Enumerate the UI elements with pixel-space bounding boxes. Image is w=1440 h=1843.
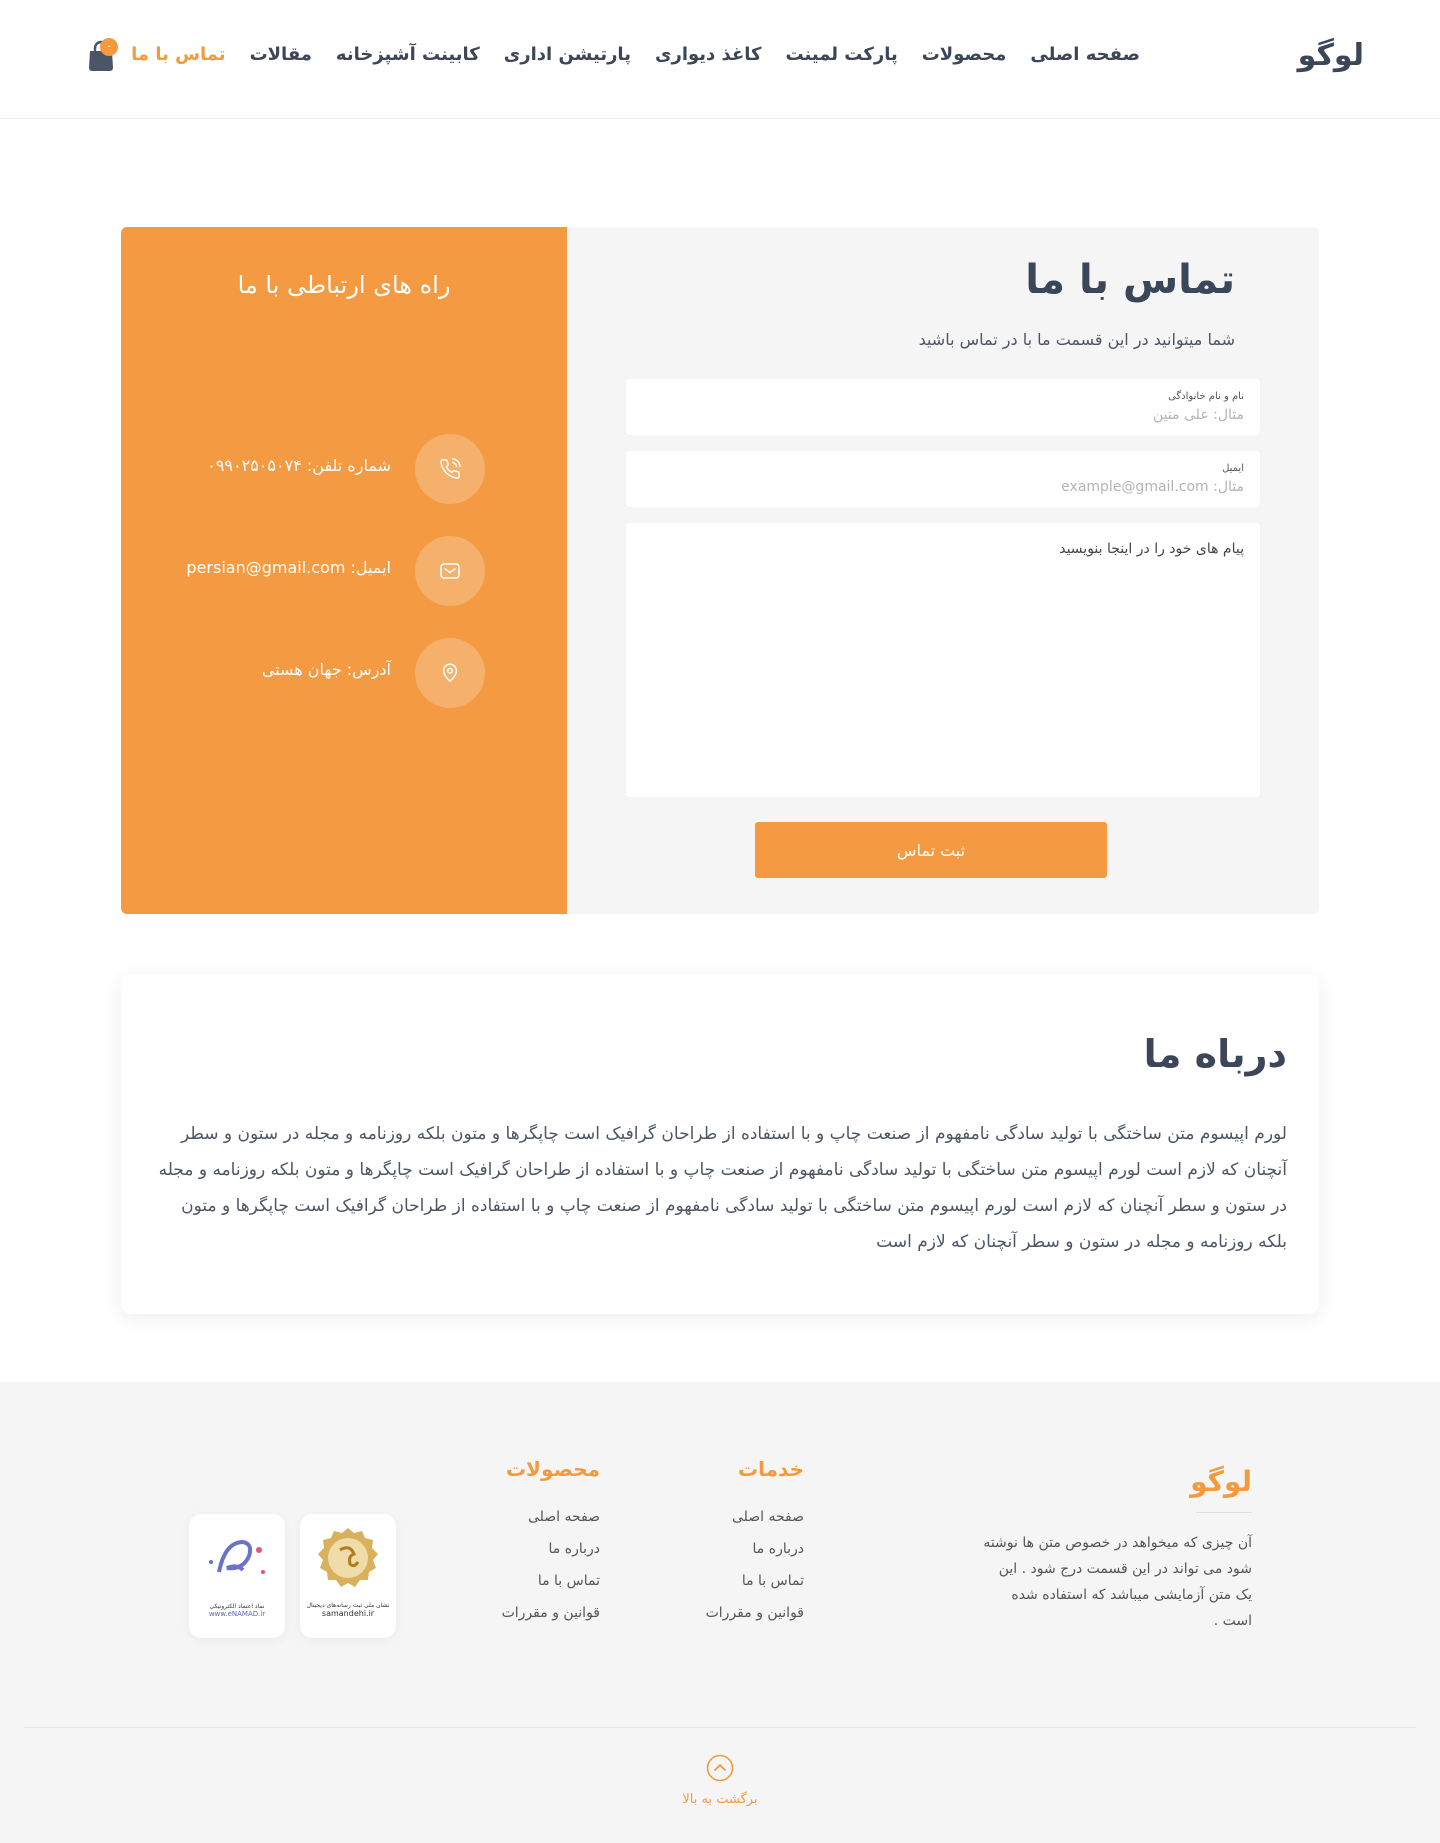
footer-logo[interactable]: لوگو <box>1190 1465 1252 1498</box>
site-logo[interactable]: لوگو <box>1297 38 1364 73</box>
submit-button[interactable]: ثبت تماس <box>755 822 1107 878</box>
nav-wallpaper[interactable]: کاغذ دیواری <box>654 44 762 65</box>
nav-kitchen-cabinet[interactable]: کابینت آشپزخانه <box>335 44 480 65</box>
email-icon-circle <box>415 536 485 606</box>
footer-services-column <box>706 1457 804 1637</box>
address-icon-circle <box>415 638 485 708</box>
main-nav <box>131 44 1140 65</box>
cart-button[interactable] <box>80 40 116 76</box>
contact-form <box>567 227 1319 914</box>
contact-title: تماس با ما <box>1025 257 1235 303</box>
nav-home[interactable]: صفحه اصلی <box>1030 44 1140 65</box>
email-row <box>121 536 567 608</box>
footer-description: آن چیزی که میخواهد در خصوص متن ها نوشته شود می تواند در این قسمت درج شود . این یک متن آزمایشی میباشد که استفاده شده است . <box>983 1535 1252 1629</box>
footer-products-column <box>502 1457 600 1637</box>
address-row <box>121 638 567 710</box>
about-section <box>121 974 1319 1314</box>
site-header <box>0 0 1440 119</box>
footer-services-title: خدمات <box>738 1457 804 1481</box>
about-title: درباه ما <box>1143 1032 1287 1076</box>
address-text: آدرس: جهان هستی <box>261 660 391 679</box>
footer-products-link[interactable]: تماس با ما <box>537 1573 600 1589</box>
contact-subtitle: شما میتوانید در این قسمت ما با در تماس باشید <box>918 330 1235 349</box>
name-field[interactable] <box>626 379 1260 435</box>
chevron-up-circle-icon <box>706 1754 734 1782</box>
name-input[interactable] <box>644 407 1244 423</box>
footer-products-link[interactable]: درباره ما <box>548 1541 600 1557</box>
footer-divider <box>24 1727 1416 1728</box>
nav-products[interactable]: محصولات <box>921 44 1007 65</box>
footer-products-link[interactable]: صفحه اصلی <box>527 1509 600 1525</box>
enamad-caption: نماد اعتماد الکترونیکی www.eNAMAD.ir <box>208 1603 266 1618</box>
email-input[interactable] <box>644 479 1244 495</box>
footer-logo-divider <box>1196 1512 1252 1513</box>
email-text: ایمیل: persian@gmail.com <box>186 558 391 577</box>
contact-info-panel <box>121 227 567 914</box>
nav-office-partition[interactable]: پارتیشن اداری <box>503 44 631 65</box>
back-to-top-label: برگشت به بالا <box>682 1792 758 1807</box>
back-to-top-button[interactable] <box>660 1754 780 1807</box>
samandehi-seal-icon <box>300 1514 396 1604</box>
message-textarea[interactable] <box>626 523 1260 797</box>
site-footer <box>0 1382 1440 1843</box>
footer-services-link[interactable]: صفحه اصلی <box>731 1509 804 1525</box>
samandehi-badge[interactable] <box>300 1514 396 1638</box>
contact-info-title: راه های ارتباطی با ما <box>237 271 451 299</box>
message-field[interactable] <box>626 523 1260 797</box>
nav-articles[interactable]: مقالات <box>249 44 312 65</box>
map-pin-icon <box>439 662 461 684</box>
email-field[interactable] <box>626 451 1260 507</box>
footer-services-link[interactable]: تماس با ما <box>741 1573 804 1589</box>
enamad-logo-icon <box>189 1514 285 1604</box>
about-text: لورم اپیسوم متن ساختگی با تولید سادگی نامفهوم از صنعت چاپ و با استفاده از طراحان گرافیک است چاپگرها و متون بلکه روزنامه و مجله در ستون و سطر آنچنان که لازم است لورم اپیسوم متن ساختگی با تولید سادگی نامفهوم از صنعت چاپ و با استفاده از طراحان گرافیک است چاپگرها و متون بلکه روزنامه و مجله در ستون و سطر آنچنان که لازم است لورم اپیسوم متن ساختگی با تولید سادگی نامفهوم از صنعت چاپ و با استفاده از طراحان گرافیک است چاپگرها و متون بلکه روزنامه و مجله در ستون و سطر آنچنان که لازم است <box>158 1124 1287 1252</box>
phone-icon <box>439 458 461 480</box>
nav-laminate-parquet[interactable]: پارکت لمینت <box>785 44 898 65</box>
phone-icon-circle <box>415 434 485 504</box>
samandehi-caption: نشان ملی ثبت رسانه‌های دیجیتال samandehi.ir <box>306 1602 390 1618</box>
footer-services-link[interactable]: قوانین و مقررات <box>705 1605 804 1621</box>
footer-products-title: محصولات <box>505 1457 600 1481</box>
enamad-badge[interactable] <box>189 1514 285 1638</box>
name-field-label: نام و نام خانوادگی <box>1168 391 1244 402</box>
nav-contact[interactable]: تماس با ما <box>131 44 226 65</box>
envelope-icon <box>438 559 462 583</box>
contact-section <box>121 227 1319 914</box>
email-field-label: ایمیل <box>1222 463 1244 474</box>
phone-row <box>121 434 567 506</box>
phone-text: شماره تلفن: ۰۹۹۰۲۵۰۵۰۷۴ <box>207 456 391 475</box>
cart-count-badge: ۰ <box>100 38 118 56</box>
footer-services-link[interactable]: درباره ما <box>752 1541 804 1557</box>
footer-products-link[interactable]: قوانین و مقررات <box>501 1605 600 1621</box>
